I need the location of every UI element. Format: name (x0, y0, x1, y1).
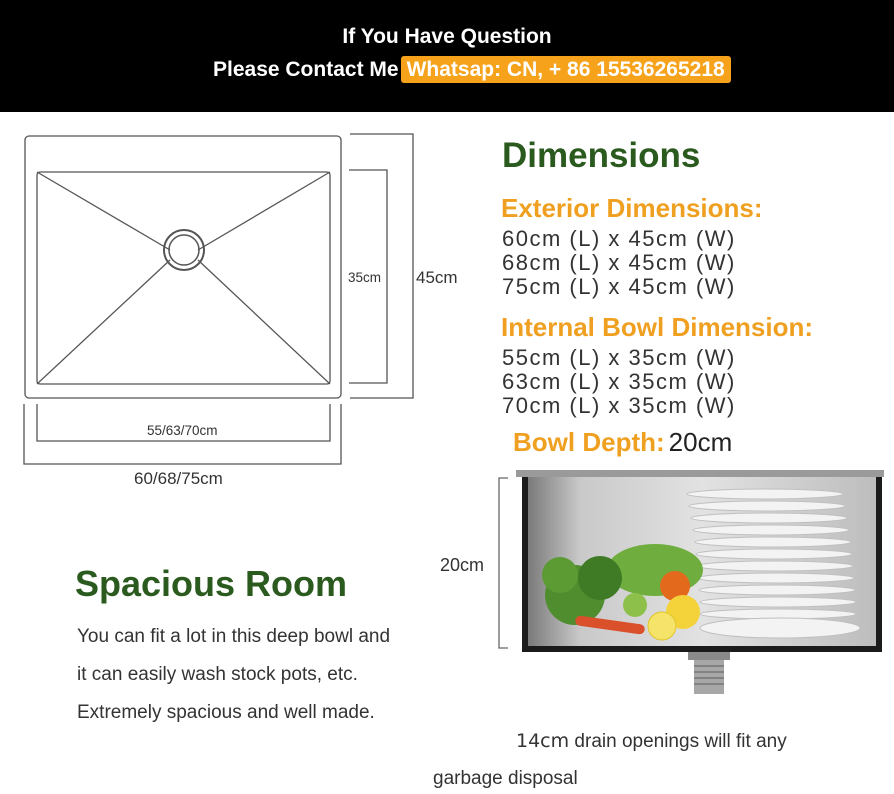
internal-dims (502, 346, 736, 418)
spacious-title: Spacious Room (75, 563, 348, 604)
exterior-dim-68: 68cm (L) x 45cm (W) (502, 250, 736, 275)
exterior-dim-60: 60cm (L) x 45cm (W) (502, 226, 736, 251)
exterior-dims (502, 227, 736, 299)
bowl-height-label: 20cm (440, 555, 485, 575)
internal-dim-55: 55cm (L) x 35cm (W) (502, 345, 736, 370)
spacious-line: it can easily wash stock pots, etc. (77, 664, 358, 685)
drain-note (516, 730, 787, 753)
exterior-heading: Exterior Dimensions: (501, 193, 763, 223)
spacious-line: You can fit a lot in this deep bowl and (77, 626, 391, 647)
bowl-depth (513, 427, 732, 458)
internal-dim-63: 63cm (L) x 35cm (W) (502, 369, 736, 394)
internal-dim-70: 70cm (L) x 35cm (W) (502, 393, 736, 418)
outer-width-label: 60/68/75cm (134, 469, 223, 488)
drain-note-line2: garbage disposal (433, 768, 578, 789)
sink-bowl-outline (37, 172, 330, 384)
banner-contact (213, 58, 731, 82)
sink-outer-outline (25, 136, 341, 398)
contact-banner (0, 0, 894, 112)
dimensions-title: Dimensions (502, 136, 701, 175)
bowl-depth-value: 20cm (668, 427, 733, 457)
inner-width-label: 55/63/70cm (147, 423, 218, 438)
bowl-cross-section-illustration (490, 460, 894, 700)
spacious-line: Extremely spacious and well made. (77, 702, 375, 723)
drain-text: drain openings will fit any (569, 731, 787, 752)
inner-depth-label: 35cm (348, 270, 382, 285)
drain-size: 14cm (516, 730, 570, 752)
spacious-description (77, 618, 390, 732)
internal-heading: Internal Bowl Dimension: (501, 312, 814, 342)
drain-pipe (688, 652, 730, 660)
outer-depth-label: 45cm (416, 268, 458, 287)
banner-question: If You Have Question (342, 25, 552, 48)
exterior-dim-75: 75cm (L) x 45cm (W) (502, 274, 736, 299)
contact-prefix: Please Contact Me (213, 58, 399, 81)
sink-top-view-diagram (0, 112, 480, 502)
whatsapp-highlight: Whatsap: CN, + 86 15536265218 (401, 56, 731, 83)
bowl-depth-label: Bowl Depth: (513, 427, 665, 457)
